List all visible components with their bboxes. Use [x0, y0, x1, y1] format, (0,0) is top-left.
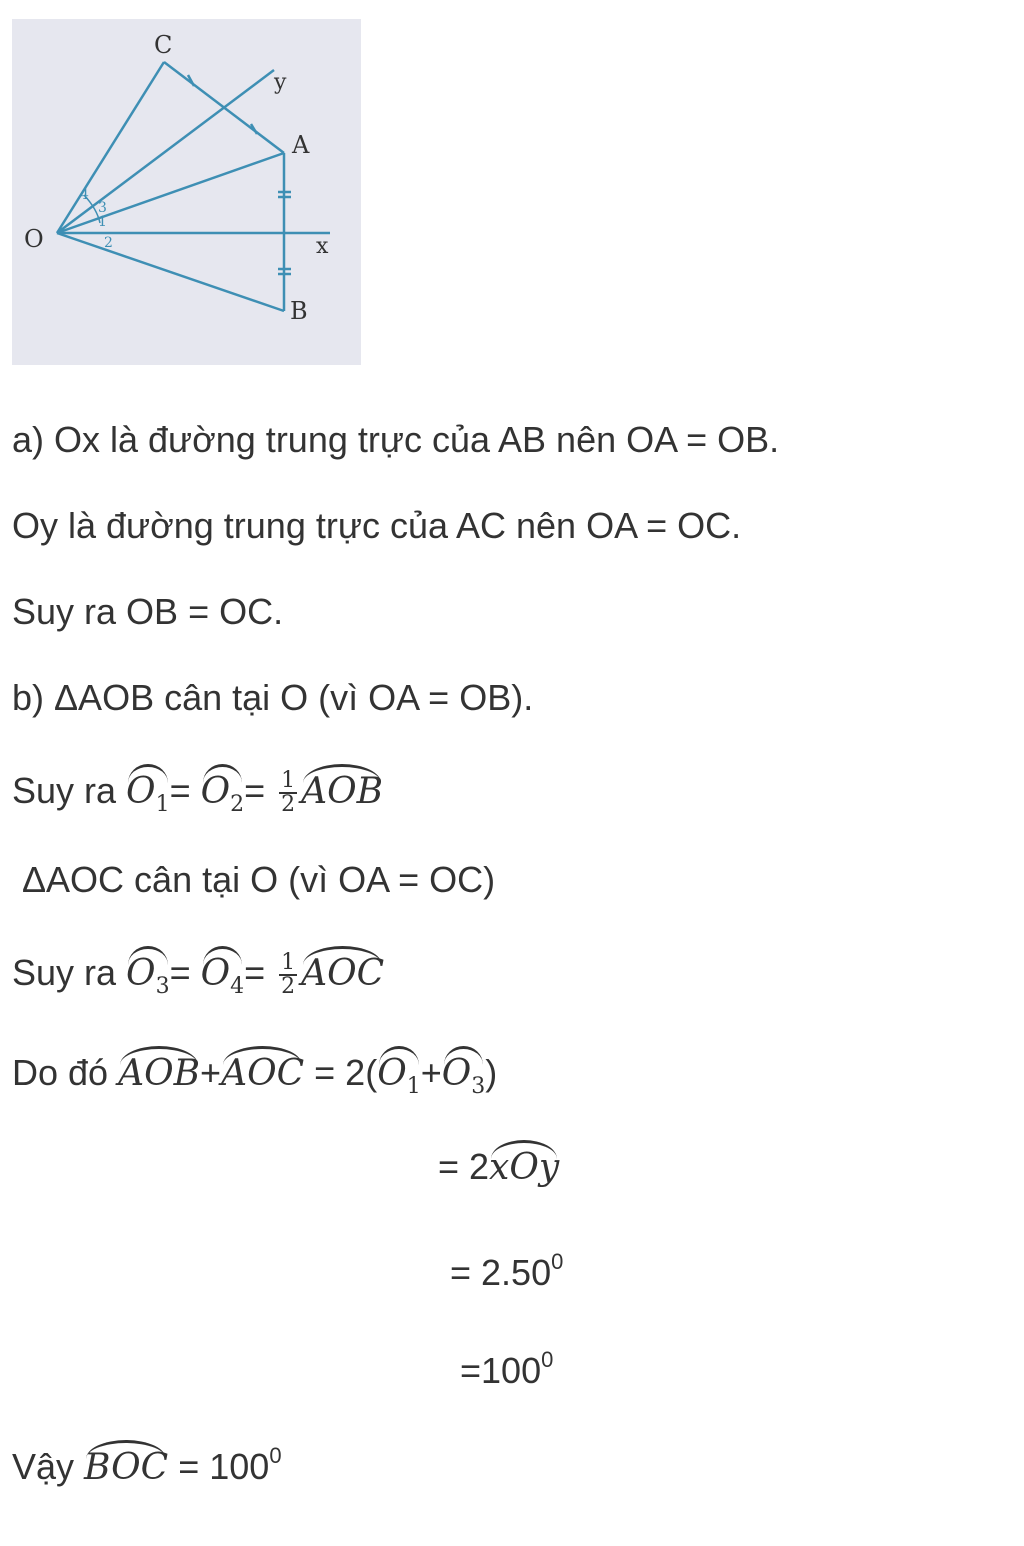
- label-a: A: [292, 131, 310, 159]
- angle-o3: $O_3$: [126, 946, 170, 1009]
- equals: =: [244, 952, 266, 993]
- label-o: O: [24, 225, 44, 253]
- angle-o3: $O_3$: [442, 1046, 486, 1109]
- line-prefix: Suy ra: [12, 952, 127, 993]
- degree-mark: 0: [269, 1443, 282, 1468]
- eq-value: = 2.50: [450, 1252, 552, 1293]
- label-c: C: [154, 31, 173, 59]
- plus: +: [420, 1052, 442, 1093]
- angle-aob: AOB: [118, 1046, 200, 1096]
- angle-label-2: 2: [104, 235, 113, 251]
- solution-line-a1: a) Ox là đường trung trực của AB nên OA = OB.: [12, 419, 780, 460]
- angle-aob: AOB: [301, 764, 383, 814]
- geometry-figure: [12, 19, 361, 365]
- solution-line-b1: b) ΔAOB cân tại O (vì OA = OB).: [12, 677, 534, 718]
- angle-label-4: 4: [80, 187, 89, 203]
- close-paren: ): [485, 1052, 498, 1093]
- eq-value: =100: [460, 1350, 542, 1391]
- angle-label-3: 3: [98, 200, 107, 216]
- angle-xoy: xOy: [489, 1140, 559, 1190]
- fraction-half: $\frac{1}{2}$: [281, 768, 296, 818]
- segment-ob: [57, 233, 284, 311]
- equals-two-open: = 2(: [304, 1052, 378, 1093]
- fraction-half: $\frac{1}{2}$: [281, 950, 296, 1000]
- solution-line-b2: [12, 764, 383, 827]
- angle-o4: $O_4$: [201, 946, 245, 1009]
- conclusion-value: = 100: [168, 1446, 270, 1487]
- solution-eq-line-3: [460, 1338, 553, 1393]
- label-b: B: [290, 297, 308, 325]
- line-prefix: Do đó: [12, 1052, 119, 1093]
- solution-eq-line-2: [450, 1240, 563, 1295]
- ray-oy: [57, 70, 274, 233]
- angle-label-1: 1: [98, 214, 107, 230]
- solution-eq-line-1: [438, 1140, 559, 1190]
- eq-prefix: = 2: [438, 1146, 490, 1187]
- solution-line-b4: [12, 946, 384, 1009]
- label-x: x: [316, 234, 329, 259]
- angle-aoc: AOC: [301, 946, 384, 996]
- solution-line-b5: [12, 1046, 497, 1109]
- conclusion-prefix: Vậy: [12, 1446, 85, 1487]
- angle-boc: BOC: [84, 1440, 168, 1490]
- equals: =: [169, 770, 191, 811]
- equals: =: [169, 952, 191, 993]
- angle-aoc: AOC: [221, 1046, 304, 1096]
- segment-oa: [57, 153, 284, 233]
- solution-line-a2: Oy là đường trung trực của AC nên OA = OC.: [12, 505, 742, 546]
- geometry-diagram: [12, 19, 361, 365]
- angle-o1: $O_1$: [377, 1046, 421, 1109]
- segment-oc: [57, 62, 164, 233]
- solution-conclusion: [12, 1434, 282, 1490]
- degree-mark: 0: [551, 1249, 564, 1274]
- angle-o1: $O_1$: [126, 764, 170, 827]
- plus: +: [200, 1052, 222, 1093]
- solution-line-a3: Suy ra OB = OC.: [12, 591, 284, 632]
- label-y: y: [274, 70, 287, 95]
- equals: =: [244, 770, 266, 811]
- degree-mark: 0: [541, 1347, 554, 1372]
- angle-o2: $O_2$: [201, 764, 245, 827]
- solution-line-b3: ΔAOC cân tại O (vì OA = OC): [22, 859, 496, 900]
- line-prefix: Suy ra: [12, 770, 127, 811]
